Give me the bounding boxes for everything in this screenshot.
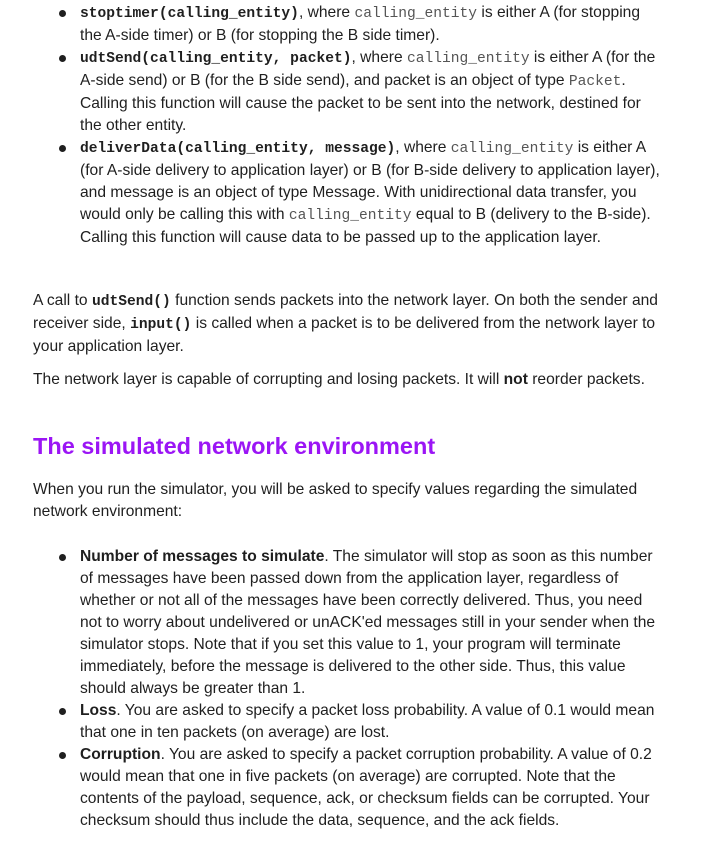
list-item-stoptimer [80,2,660,47]
item-text: . Calling this function will cause the packet to be sent into the network, destined for the other entity. [80,72,641,134]
variable-name: calling_entity [406,51,530,67]
bullet-icon [59,145,66,152]
para-text: is called when a packet is to be delivered from the network layer to your application layer. [33,315,656,355]
function-signature: udtSend(calling_entity, packet) [80,51,352,67]
para-text: reorder packets. [527,371,645,388]
bullet-icon [59,10,66,17]
item-text: is either A (for stopping the A-side timer) or B (for stopping the B side timer). [80,4,641,44]
inline-code: udtSend() [91,294,171,310]
function-list [80,2,660,249]
item-text: , where [395,139,451,156]
function-signature: deliverData(calling_entity, message) [80,141,396,157]
variable-name: calling_entity [354,6,478,22]
emphasis-text: not [503,371,528,388]
parameter-name: Corruption [80,746,161,763]
list-item-number-of-messages [80,546,660,700]
type-name: Packet [568,74,622,90]
list-item-udtsend [80,47,660,137]
intro-paragraph: When you run the simulator, you will be asked to specify values regarding the simulated network environment: [33,481,638,520]
section-heading: The simulated network environment [33,433,436,459]
parameter-name: Loss [80,702,117,719]
list-item-corruption [80,744,660,832]
para-text: The network layer is capable of corrupting and losing packets. It will [33,371,504,388]
list-item-loss [80,700,660,744]
item-text: . The simulator will stop as soon as this number of messages have been passed down from the application layer, regardless of whether or not all of the messages have been correctly delivered. Thus, you need not to worry about undelivered or unACK'ed messages still in your sender when the simulator stops. Note that if you set this value to 1, your program will terminate immediately, before the message is delivered to the other side. Thus, this value should always be greater than 1. [80,548,656,697]
list-item-deliverdata [80,137,660,249]
network-layer-paragraph [33,369,673,391]
para-text: A call to [33,292,92,309]
bullet-icon [59,708,66,715]
item-text: , where [298,4,355,21]
variable-name: calling_entity [288,208,412,224]
item-text: . You are asked to specify a packet loss probability. A value of 0.1 would mean that one in ten packets (on average) are lost. [80,702,655,741]
variable-name: calling_entity [450,141,574,157]
function-signature: stoptimer(calling_entity) [80,6,299,22]
udtsend-paragraph [33,290,673,358]
item-text: is either A (for A-side delivery to application layer) or B (for B-side delivery to application layer), and message is an object of type Message. With unidirectional data transfer, you would only be calling this with [80,139,660,223]
item-text: is either A (for the A-side send) or B (for the B side send), and packet is an object of type [80,49,656,89]
bullet-icon [59,554,66,561]
para-text: function sends packets into the network layer. On both the sender and receiver side, [33,292,658,332]
bullet-icon [59,55,66,62]
inline-code: input() [130,317,192,333]
item-text: . You are asked to specify a packet corruption probability. A value of 0.2 would mean that one in five packets (on average) are corrupted. Note that the contents of the payload, sequence, ack, or checksum fields can be corrupted. Your checksum should thus include the data, sequence, and the ack fields. [80,746,652,829]
item-text: , where [351,49,407,66]
item-text: equal to B (delivery to the B-side). Calling this function will cause data to be passed up to the application layer. [80,206,651,246]
bullet-icon [59,752,66,759]
parameter-list [80,546,660,832]
parameter-name: Number of messages to simulate [80,548,325,565]
